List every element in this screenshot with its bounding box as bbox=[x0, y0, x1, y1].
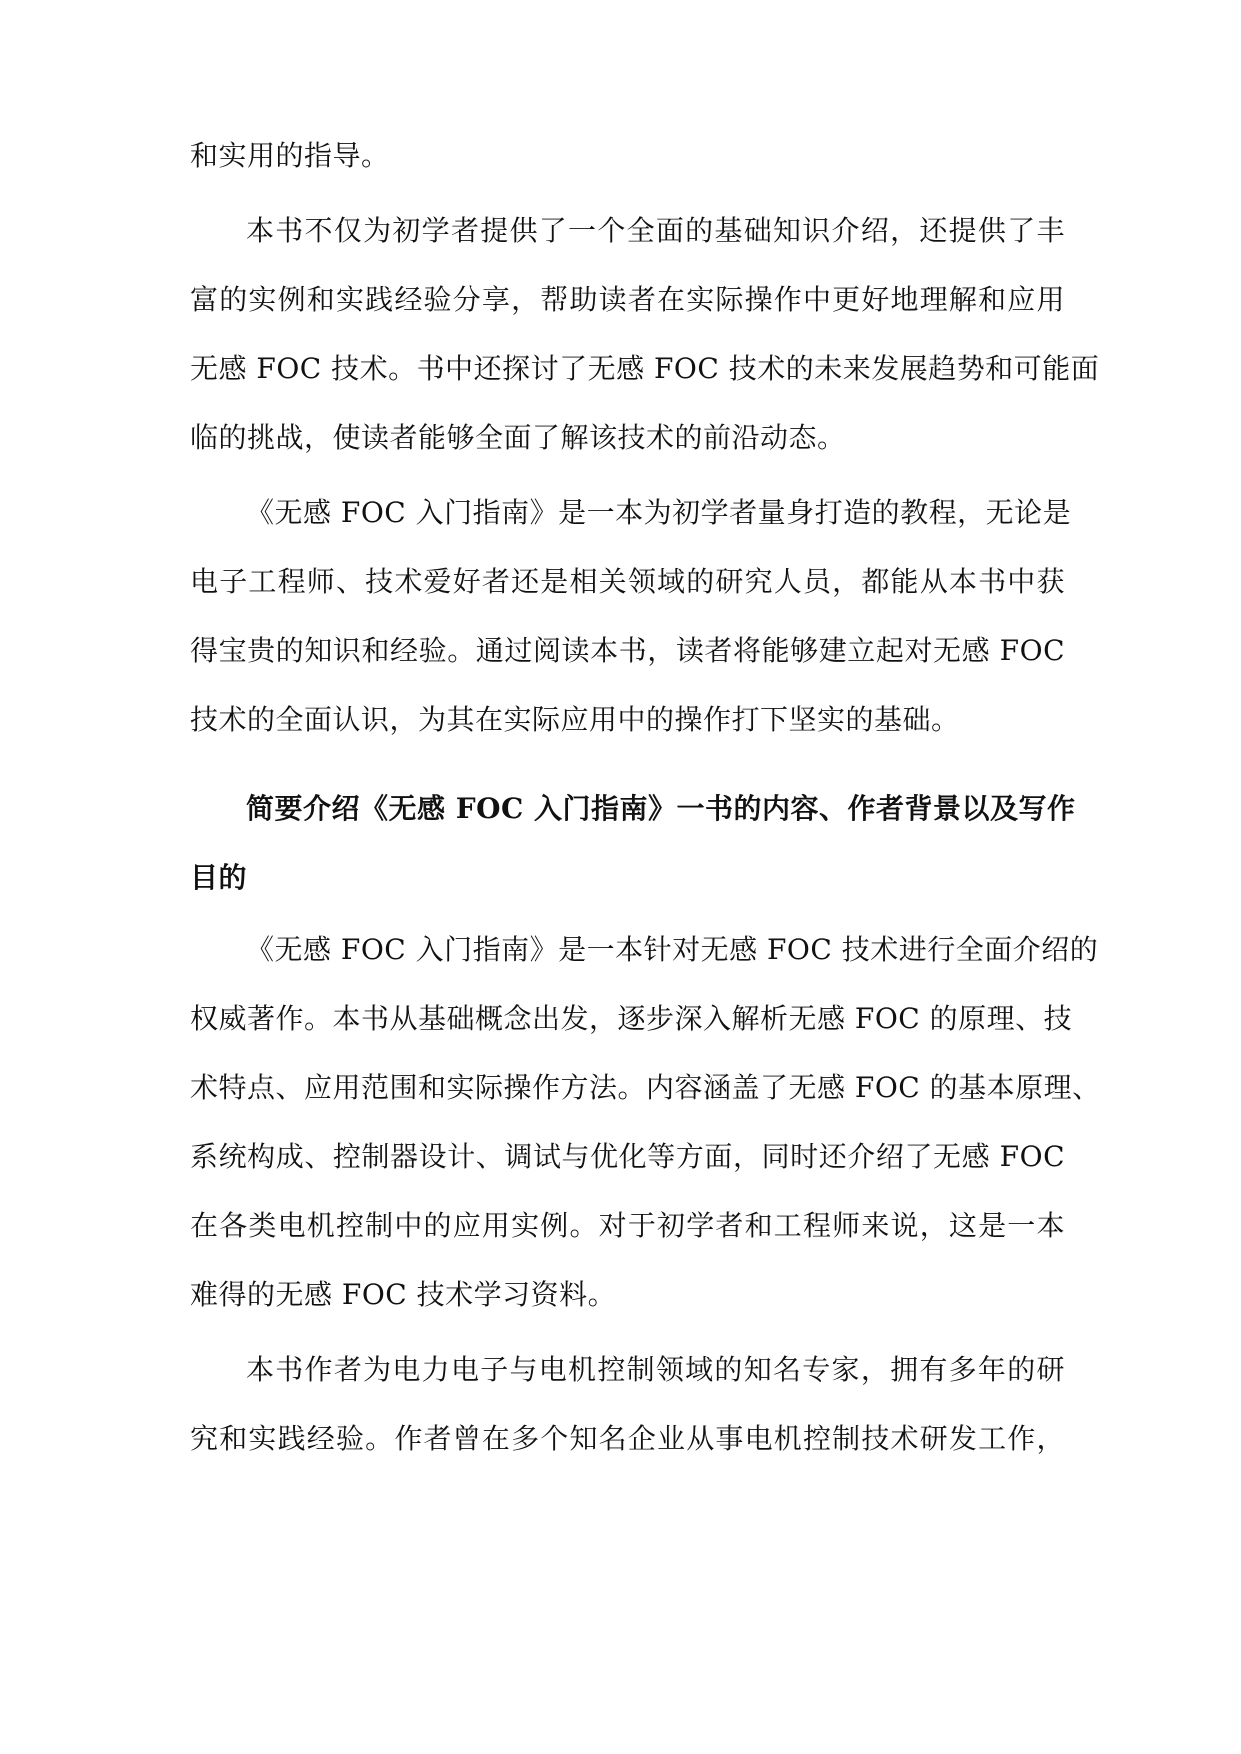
paragraph-line: 富的实例和实践经验分享，帮助读者在实际操作中更好地理解和应用 bbox=[190, 283, 1065, 316]
paragraph-line: 得宝贵的知识和经验。通过阅读本书，读者将能够建立起对无感 FOC bbox=[190, 634, 1065, 667]
paragraph-line: 本书不仅为初学者提供了一个全面的基础知识介绍，还提供了丰 bbox=[246, 214, 1065, 247]
section-heading-continued: 目的 bbox=[190, 861, 248, 894]
paragraph-line: 究和实践经验。作者曾在多个知名企业从事电机控制技术研发工作， bbox=[190, 1422, 1065, 1455]
section-heading: 简要介绍《无感 FOC 入门指南》一书的内容、作者背景以及写作 bbox=[246, 792, 1076, 825]
paragraph-line: 和实用的指导。 bbox=[190, 139, 390, 172]
paragraph-line: 《无感 FOC 入门指南》是一本为初学者量身打造的教程，无论是 bbox=[246, 496, 1072, 529]
paragraph-line: 在各类电机控制中的应用实例。对于初学者和工程师来说，这是一本 bbox=[190, 1209, 1065, 1242]
paragraph-line: 本书作者为电力电子与电机控制领域的知名专家，拥有多年的研 bbox=[246, 1353, 1065, 1386]
paragraph-line: 电子工程师、技术爱好者还是相关领域的研究人员，都能从本书中获 bbox=[190, 565, 1065, 598]
paragraph-line: 权威著作。本书从基础概念出发，逐步深入解析无感 FOC 的原理、技 bbox=[190, 1002, 1073, 1035]
paragraph-line: 无感 FOC 技术。书中还探讨了无感 FOC 技术的未来发展趋势和可能面 bbox=[190, 352, 1100, 385]
paragraph-line: 系统构成、控制器设计、调试与优化等方面，同时还介绍了无感 FOC bbox=[190, 1140, 1065, 1173]
paragraph-line: 术特点、应用范围和实际操作方法。内容涵盖了无感 FOC 的基本原理、 bbox=[190, 1071, 1101, 1104]
paragraph-line: 技术的全面认识，为其在实际应用中的操作打下坚实的基础。 bbox=[190, 703, 960, 736]
paragraph-line: 《无感 FOC 入门指南》是一本针对无感 FOC 技术进行全面介绍的 bbox=[246, 933, 1099, 966]
paragraph-line: 临的挑战，使读者能够全面了解该技术的前沿动态。 bbox=[190, 421, 846, 454]
paragraph-line: 难得的无感 FOC 技术学习资料。 bbox=[190, 1278, 617, 1311]
